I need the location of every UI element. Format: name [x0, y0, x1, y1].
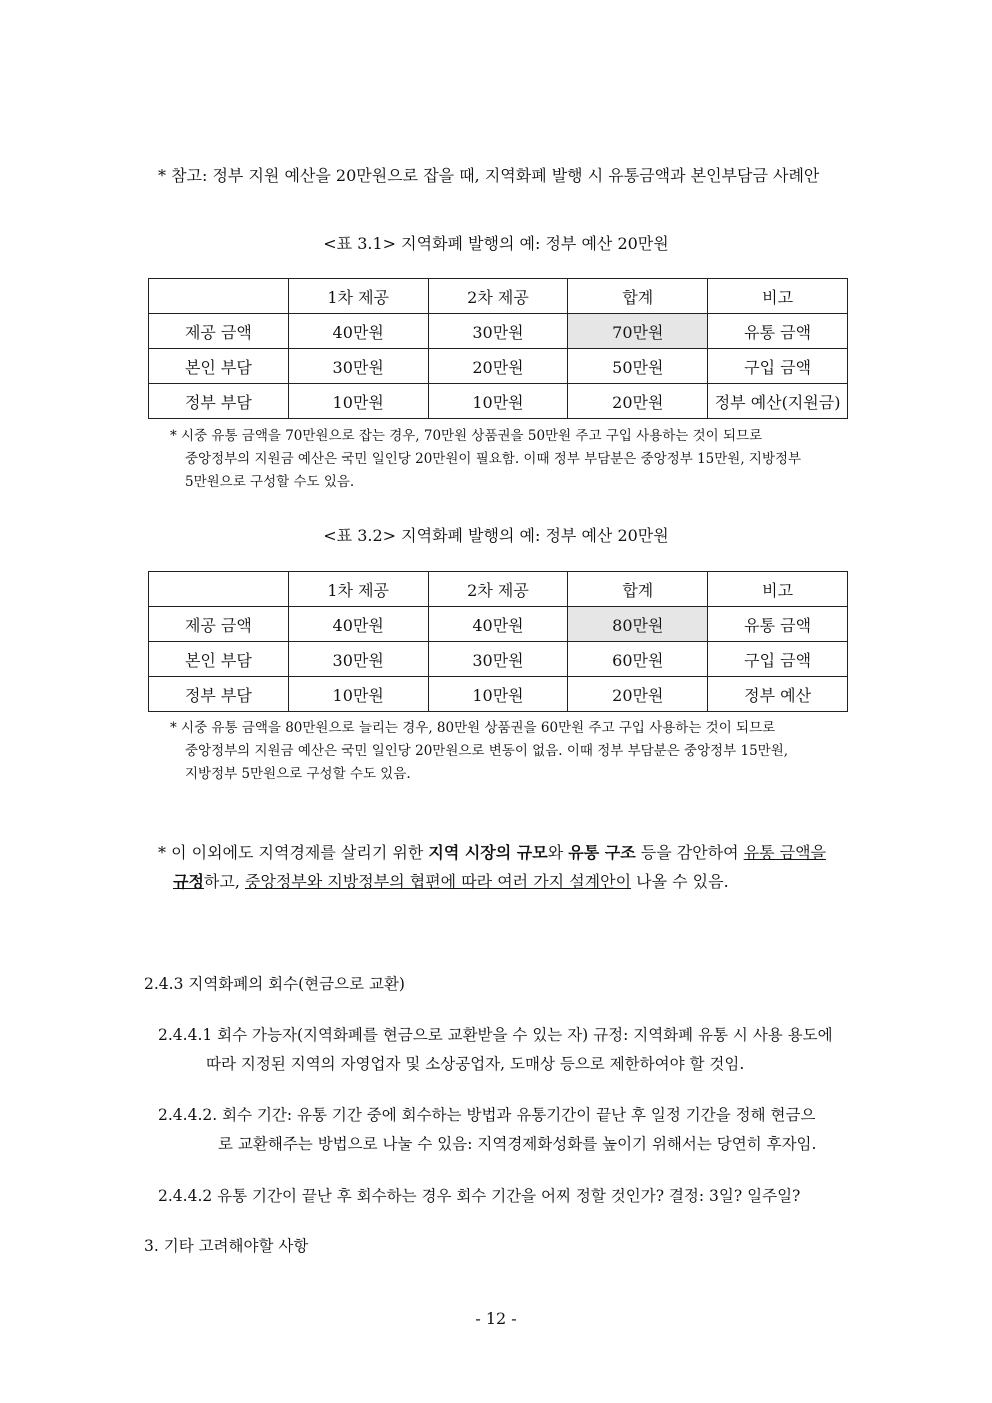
table-cell: 30만원: [288, 349, 428, 384]
table-row: [149, 384, 848, 419]
table-cell: 20만원: [568, 677, 708, 712]
design-note-paragraph: [158, 838, 826, 896]
table-row: [149, 314, 848, 349]
table-row: [149, 642, 848, 677]
table-header-cell: 1차 제공: [288, 572, 428, 607]
table-header-cell: 1차 제공: [288, 279, 428, 314]
table-header-row: [149, 572, 848, 607]
section-heading: 2.4.3 지역화폐의 회수(현금으로 교환): [144, 975, 405, 993]
table-header-cell: [149, 279, 289, 314]
paragraph-line: [158, 838, 826, 867]
table-header-cell: 2차 제공: [428, 572, 568, 607]
table-row: [149, 607, 848, 642]
table-cell: 정부 예산(지원금): [708, 384, 848, 419]
bold-text: 지역 시장의 규모: [428, 843, 548, 862]
table-cell: 정부 예산: [708, 677, 848, 712]
highlighted-total-cell: 80만원: [568, 607, 708, 642]
table-note-line: 5만원으로 구성할 수도 있음.: [185, 474, 355, 490]
table-cell: 구입 금액: [708, 642, 848, 677]
table-cell: 40만원: [428, 607, 568, 642]
table-header-cell: 합계: [568, 572, 708, 607]
data-table: [148, 571, 848, 712]
highlighted-total-cell: 70만원: [568, 314, 708, 349]
row-label: 본인 부담: [149, 642, 289, 677]
row-label: 본인 부담: [149, 349, 289, 384]
table-note-line: 중앙정부의 지원금 예산은 국민 일인당 20만원으로 변동이 없음. 이때 정부 부담분은 중앙정부 15만원,: [185, 743, 789, 759]
list-item: [158, 1101, 816, 1159]
table-cell: 10만원: [288, 384, 428, 419]
table-cell: 30만원: [288, 642, 428, 677]
table-caption: <표 3.2> 지역화폐 발행의 예: 정부 예산 20만원: [323, 526, 669, 545]
paragraph-text: 와: [547, 843, 569, 862]
paragraph-text: * 이 이외에도 지역경제를 살리기 위한: [158, 843, 429, 862]
table-cell: 유통 금액: [708, 314, 848, 349]
table-cell: 30만원: [428, 314, 568, 349]
table-cell: 10만원: [428, 384, 568, 419]
list-item: [158, 1182, 800, 1211]
row-label: 정부 부담: [149, 384, 289, 419]
section-heading: 3. 기타 고려해야할 사항: [144, 1237, 309, 1255]
list-item-line: 따라 지정된 지역의 자영업자 및 소상공업자, 도매상 등으로 제한하여야 할 것임.: [206, 1055, 745, 1073]
underlined-text: 유통 금액을: [743, 843, 827, 862]
table-note-line: 중앙정부의 지원금 예산은 국민 일인당 20만원이 필요함. 이때 정부 부담분은 중앙정부 15만원, 지방정부: [185, 451, 802, 467]
table-cell: 구입 금액: [708, 349, 848, 384]
table-cell: 유통 금액: [708, 607, 848, 642]
table-note-line: * 시중 유통 금액을 80만원으로 늘리는 경우, 80만원 상품권을 60만원 주고 구입 사용하는 것이 되므로: [170, 720, 776, 736]
list-item-line: 2.4.4.1 회수 가능자(지역화폐를 현금으로 교환받을 수 있는 자) 규정: 지역화폐 유통 시 사용 용도에: [158, 1026, 833, 1044]
table-caption: <표 3.1> 지역화폐 발행의 예: 정부 예산 20만원: [323, 234, 669, 253]
table-cell: 60만원: [568, 642, 708, 677]
row-label: 제공 금액: [149, 607, 289, 642]
intro-note: * 참고: 정부 지원 예산을 20만원으로 잡을 때, 지역화폐 발행 시 유통금액과 본인부담금 사례안: [158, 166, 820, 185]
table-cell: 50만원: [568, 349, 708, 384]
paragraph-text: 하고,: [203, 872, 246, 891]
paragraph-text: 등을 감안하여: [635, 843, 744, 862]
page-number: - 12 -: [475, 1309, 517, 1328]
table-note-line: 지방정부 5만원으로 구성할 수도 있음.: [185, 766, 411, 782]
table-note-line: * 시중 유통 금액을 70만원으로 잡는 경우, 70만원 상품권을 50만원 주고 구입 사용하는 것이 되므로: [170, 428, 763, 444]
table-row: [149, 349, 848, 384]
list-item-line: 로 교환해주는 방법으로 나눌 수 있음: 지역경제화성화를 높이기 위해서는 당연히 후자임.: [218, 1135, 817, 1153]
table-cell: 40만원: [288, 314, 428, 349]
table-note: [170, 425, 801, 494]
paragraph-text: 나올 수 있음.: [631, 872, 729, 891]
table-cell: 20만원: [428, 349, 568, 384]
underlined-text: 중앙정부와 지방정부의 협편에 따라 여러 가지 설계안이: [245, 872, 632, 891]
table-header-row: [149, 279, 848, 314]
table-header-cell: 합계: [568, 279, 708, 314]
table-cell: 10만원: [428, 677, 568, 712]
row-label: 제공 금액: [149, 314, 289, 349]
table-cell: 10만원: [288, 677, 428, 712]
list-item-line: 2.4.4.2. 회수 기간: 유통 기간 중에 회수하는 방법과 유통기간이 끝난 후 일정 기간을 정해 현금으: [158, 1106, 816, 1124]
table-cell: 30만원: [428, 642, 568, 677]
list-item: [158, 1021, 833, 1079]
row-label: 정부 부담: [149, 677, 289, 712]
table-note: [170, 717, 788, 786]
table-cell: 20만원: [568, 384, 708, 419]
table-row: [149, 677, 848, 712]
table-header-cell: 비고: [708, 572, 848, 607]
table-header-cell: 2차 제공: [428, 279, 568, 314]
paragraph-line: [158, 867, 826, 896]
list-item-line: 2.4.4.2 유통 기간이 끝난 후 회수하는 경우 회수 기간을 어찌 정할 것인가? 결정: 3일? 일주일?: [158, 1187, 801, 1205]
table-cell: 40만원: [288, 607, 428, 642]
table-header-cell: [149, 572, 289, 607]
bold-text: 유통 구조: [568, 843, 636, 862]
bold-underlined-text: 규정: [173, 872, 204, 891]
table-header-cell: 비고: [708, 279, 848, 314]
data-table: [148, 278, 848, 419]
